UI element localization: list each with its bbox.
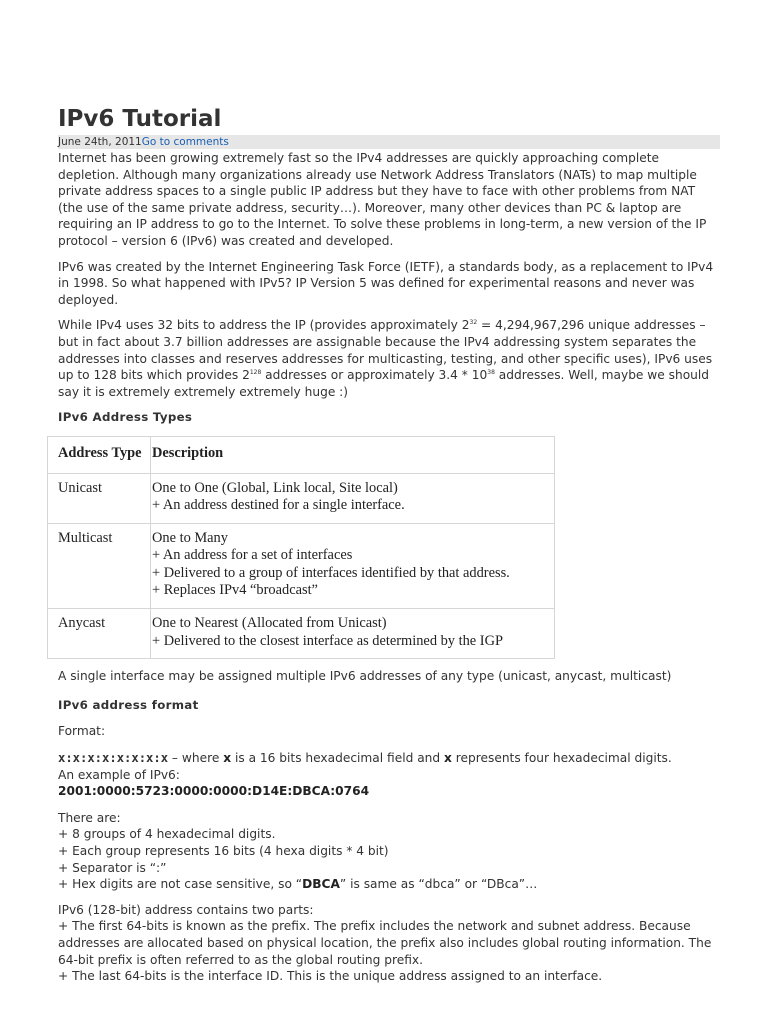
address-format-heading: IPv6 address format [58, 697, 199, 712]
table-cell-type: Multicast [48, 523, 151, 608]
address-types-note: A single interface may be assigned multiple IPv6 addresses of any type (unicast, anycast, multicast) [58, 669, 672, 684]
table-cell-type: Unicast [48, 473, 151, 523]
address-parts: IPv6 (128-bit) address contains two parts: + The first 64-bits is known as the prefix. The prefix includes the network and subnet address. Because addresses are allocated based on physical location, the prefix also includes global routing information. The 64-bit prefix is often referred to as the global routing prefix. + The last 64-bits is the interface ID. This is the unique address assigned to an interface. [58, 902, 712, 984]
table-row [48, 609, 555, 659]
example-label: An example of IPv6: [58, 767, 180, 782]
article-body [58, 150, 720, 994]
format-pattern: x:x:x:x:x:x:x:x [58, 751, 169, 766]
example-address: 2001:0000:5723:0000:0000:D14E:DBCA:0764 [58, 784, 370, 799]
format-bullets: There are: + 8 groups of 4 hexadecimal digits. + Each group represents 16 bits (4 hexa digits * 4 bit) + Separator is “:” + Hex digits are not case sensitive, so “DBCA” is same as “dbca” or “DBca”… [58, 810, 538, 892]
post-date: June 24th, 2011 [58, 136, 142, 148]
table-cell-description: One to Many + An address for a set of interfaces + Delivered to a group of interfaces identified by that address. + Replaces IPv4 “broadcast” [151, 523, 555, 608]
table-cell-type: Anycast [48, 609, 151, 659]
intro-paragraph-2: IPv6 was created by the Internet Engineering Task Force (IETF), a standards body, as a replacement to IPv4 in 1998. So what happened with IPv5? IP Version 5 was defined for experimental reasons and never was deployed. [58, 259, 714, 307]
address-types-table [47, 436, 555, 659]
format-label: Format: [58, 724, 106, 739]
table-row [48, 523, 555, 608]
table-header-type: Address Type [48, 436, 151, 473]
intro-paragraph-1: Internet has been growing extremely fast so the IPv4 addresses are quickly approaching complete depletion. Although many organizations already use Network Address Translators (NATs) to map multiple private address spaces to a single public IP address but they have to face with other problems from NAT (the use of the same private address, security…). Moreover, many other devices than PC & laptop are requiring an IP address to go to the Internet. To solve these problems in long-term, a new version of the IP protocol – version 6 (IPv6) was created and developed. [58, 151, 707, 248]
intro-paragraph-3: While IPv4 uses 32 bits to address the IP (provides approximately $2^{32} = 4,294,967,296$ unique addresses – but in fact about 3.7 billion addresses are assignable because the IPv4 addressing system separates the addresses into classes and reserves addresses for multicasting, testing, and other specific uses), IPv6 uses up to 128 bits which provides $2^{128}$ addresses or approximately $3.4 * 10^{38}$ addresses. Well, maybe we should say it is extremely extremely extremely huge :) [58, 318, 713, 399]
comments-link[interactable]: Go to comments [141, 136, 229, 148]
format-description: x:x:x:x:x:x:x:x – where x is a 16 bits hexadecimal field and x represents four hexadecimal digits. An example of IPv6: 2001:0000:5723:0000:0000:D14E:DBCA:0764 [58, 751, 672, 799]
address-types-heading: IPv6 Address Types [58, 410, 193, 425]
table-cell-description: One to One (Global, Link local, Site local) + An address destined for a single interface. [151, 473, 555, 523]
post-meta [58, 135, 720, 149]
page-title: IPv6 Tutorial [58, 106, 222, 132]
table-header-row [48, 436, 555, 473]
table-header-description: Description [151, 436, 555, 473]
table-row [48, 473, 555, 523]
table-cell-description: One to Nearest (Allocated from Unicast) + Delivered to the closest interface as determined by the IGP [151, 609, 555, 659]
